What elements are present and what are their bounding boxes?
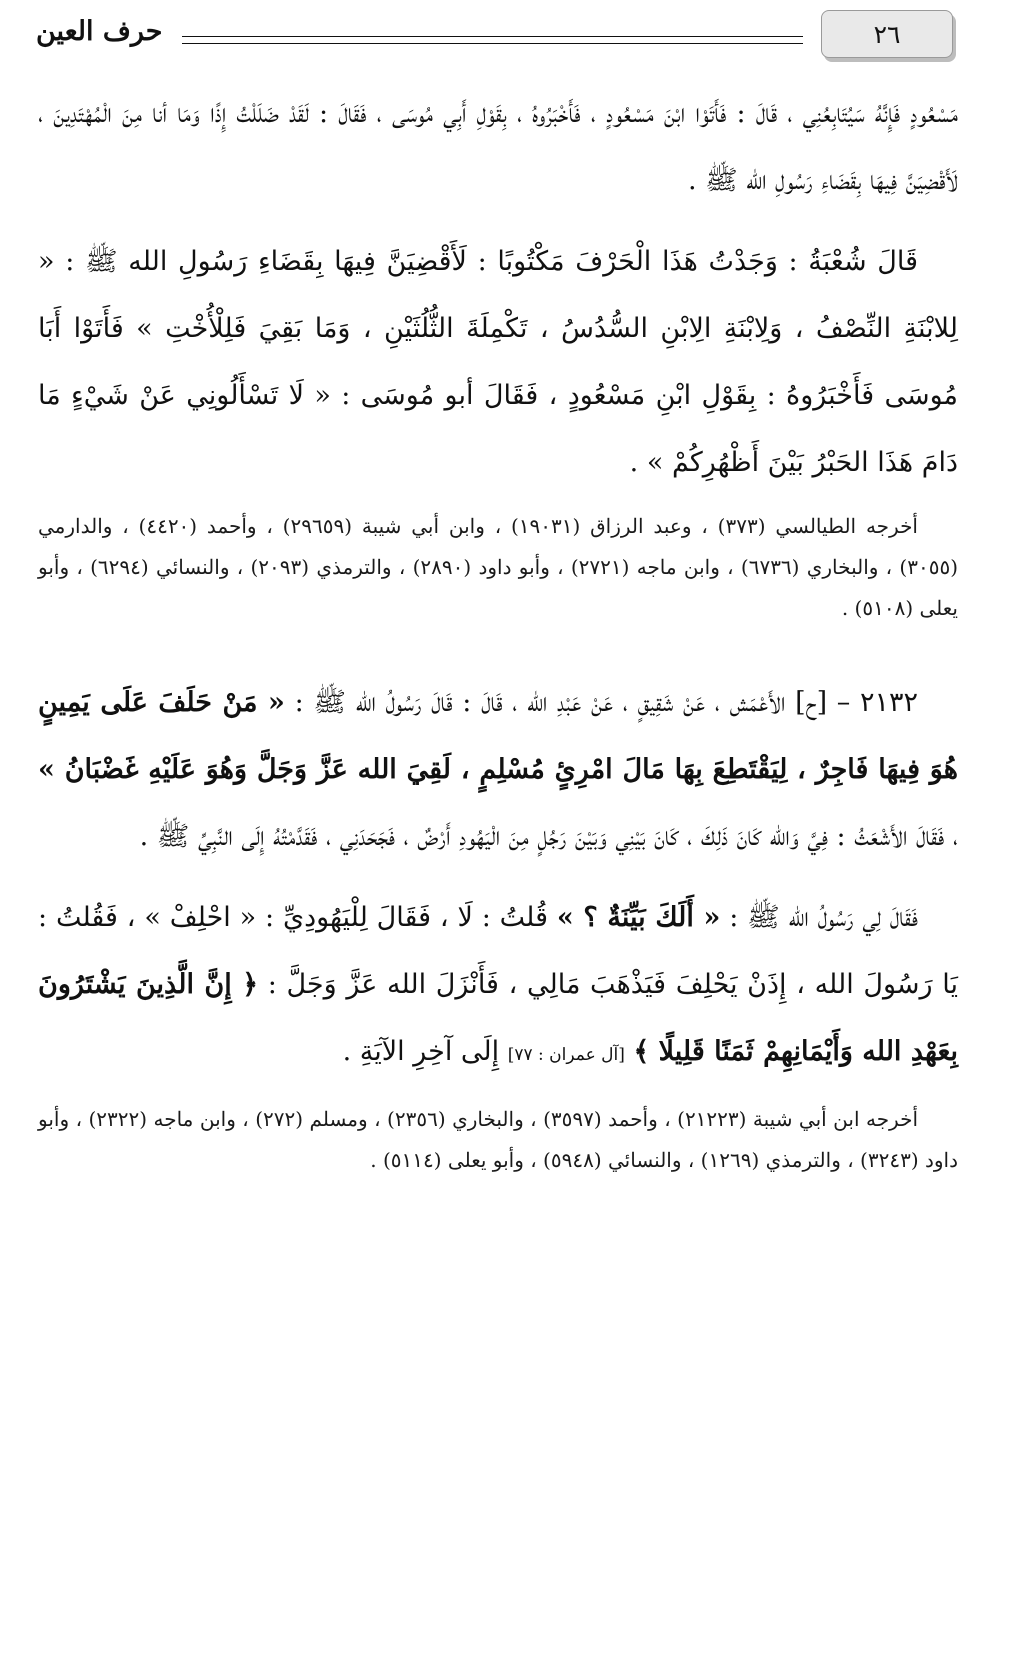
quran-verse: ﴿ إِنَّ الَّذِينَ يَشْتَرُونَ بِعَهْدِ الله وَأَيْمَانِهِمْ ثَمَنًا قَلِيلًا ﴾	[38, 969, 958, 1067]
entry-2131-paragraph-1: مَسْعُودٍ فَإِنَّهُ سَيُتَابِعُنِي ، قَالَ : فَأَتَوْا ابْنَ مَسْعُودٍ ، فَأَخْبَرُوهُ ، بِقَوْلِ أَبِي مُوسَى ، فَقَالَ : لَقَدْ ضَلَلْتُ إِذًا وَمَا أنا مِنَ الْمُهْتَدِينَ ، لَأَقْضِيَنَّ فِيهَا بِقَضَاءِ رَسُولِ الله ﷺ .	[38, 98, 958, 196]
entry-2132-takhrij-footnote: أخرجه ابن أبي شيبة (٢١٢٢٣) ، وأحمد (٣٥٩٧) ، والبخاري (٢٣٥٦) ، ومسلم (٢٧٢) ، وابن ماجه (٢٣٢٢) ، وأبو داود (٣٢٤٣) ، والترمذي (١٢٦٩) ، والنسائي (٥٩٤٨) ، وأبو يعلى (٥١١٤) .	[38, 1107, 958, 1172]
para2-end: إِلَى آخِرِ الآيَةِ .	[342, 1036, 500, 1067]
page-number-badge	[821, 10, 953, 58]
hadith-isnad: الأَعْمَش ، عَنْ شَقِيقٍ ، عَنْ عَبْدِ الله ، قَالَ : قَالَ رَسُولُ الله ﷺ :	[294, 687, 786, 718]
quran-reference: [آل عمران : ٧٧]	[507, 1045, 625, 1065]
entry-2132-paragraph-1	[38, 669, 958, 870]
page-body	[38, 80, 958, 1181]
entry-2131-takhrij-footnote: أخرجه الطيالسي (٣٧٣) ، وعبد الرزاق (١٩٠٣١) ، وابن أبي شيبة (٢٩٦٥٩) ، وأحمد (٤٤٢٠) ، والدارمي (٣٠٥٥) ، والبخاري (٦٧٣٦) ، وابن ماجه (٢٧٢١) ، وأبو داود (٢٨٩٠) ، والترمذي (٢٠٩٣) ، والنسائي (٦٢٩٤) ، وأبو يعلى (٥١٠٨) .	[38, 514, 958, 620]
hadith-continuation: ، فَقَالَ الأَشْعَثُ : فِيَّ وَالله كَانَ ذَلِكَ ، كَانَ بَيْنِي وَبَيْنَ رَجُلٍ مِنَ الْيَهُودِ أَرْضٌ ، فَجَحَدَنِي ، فَقَدَّمْتُهُ إِلَى النَّبِيِّ ﷺ .	[139, 821, 958, 852]
hadith-matn-quote: « مَنْ حَلَفَ عَلَى يَمِينٍ هُوَ فِيهَا فَاجِرٌ ، لِيَقْتَطِعَ بِهَا مَالَ امْرِئٍ مُسْلِمٍ ، لَقِيَ الله عَزَّ وَجَلَّ وَهُوَ عَلَيْهِ غَضْبَانُ »	[38, 687, 958, 785]
para2-quote: « أَلَكَ بَيِّنَةٌ ؟ »	[556, 902, 721, 933]
hadith-number: ٢١٣٢ – [ح]	[795, 687, 918, 718]
entry-2132	[38, 669, 958, 1181]
entry-2131-paragraph-2: قَالَ شُعْبَةُ : وَجَدْتُ هَذَا الْحَرْفَ مَكْتُوبًا : لَأَقْضِيَنَّ فِيهَا بِقَضَاءِ رَسُولِ الله ﷺ : « لِلابْنَةِ النِّصْفُ ، وَلِابْنَةِ الِابْنِ السُّدُسُ ، تَكْمِلَةَ الثُّلُثَيْنِ ، وَمَا بَقِيَ فَلِلْأُخْتِ » فَأَتَوْا أَبَا مُوسَى فَأَخْبَرُوهُ : بِقَوْلِ ابْنِ مَسْعُودٍ ، فَقَالَ أبو مُوسَى : « لَا تَسْأَلُونِي عَنْ شَيْءٍ مَا دَامَ هَذَا الحَبْرُ بَيْنَ أَظْهُرِكُمْ » .	[38, 246, 958, 478]
page-header	[36, 10, 961, 62]
header-double-rule	[182, 36, 803, 44]
chapter-title: حرف العين	[36, 16, 163, 47]
page-number: ٢٦	[873, 19, 901, 49]
para2-start: فَقَالَ لِي رَسُولُ الله ﷺ :	[729, 902, 918, 933]
entry-2132-paragraph-2	[38, 884, 958, 1089]
para2-middle: قُلتُ : لَا ، فَقَالَ لِلْيَهُودِيِّ : « احْلِفْ » ، فَقُلتُ : يَا رَسُولَ الله ، إِذَنْ يَحْلِفَ فَيَذْهَبَ مَالِي ، فَأَنْزَلَ الله عَزَّ وَجَلَّ :	[38, 902, 958, 1000]
